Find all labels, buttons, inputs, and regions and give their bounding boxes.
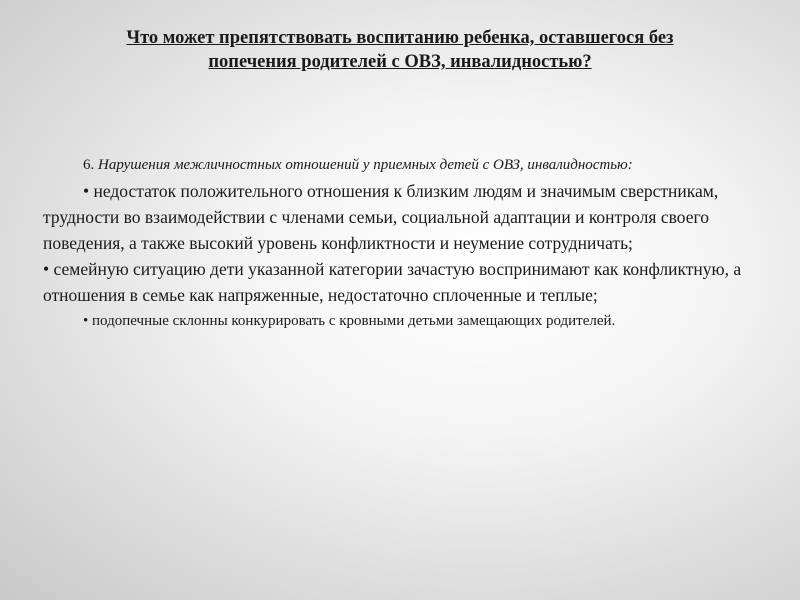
- bullet-item-3: • подопечные склонны конкурировать с кровными детьми замещающих родителей.: [83, 313, 616, 329]
- section-heading: [43, 154, 759, 176]
- slide-title-line-1: Что может препятствовать воспитанию ребенка, оставшегося без: [126, 28, 674, 48]
- bullet-item-2: • семейную ситуацию дети указанной категории зачастую воспринимают как конфликтную, а отношения в семье как напряженные, недостаточно сплоченные и теплые;: [43, 259, 742, 305]
- item-number: 6.: [83, 157, 95, 173]
- slide-body: [43, 154, 759, 332]
- section-heading-text: Нарушения межличностных отношений у приемных детей с ОВЗ, инвалидностью:: [98, 157, 633, 173]
- bullet-item-1: • недостаток положительного отношения к близким людям и значимым сверстникам, трудности во взаимодействии с членами семьи, социальной адаптации и контроля своего поведения, а также высокий уровень конфликтности и неумение сотрудничать;: [43, 181, 719, 253]
- slide-title: [40, 26, 760, 74]
- slide-title-line-2: попечения родителей с ОВЗ, инвалидностью?: [208, 52, 592, 72]
